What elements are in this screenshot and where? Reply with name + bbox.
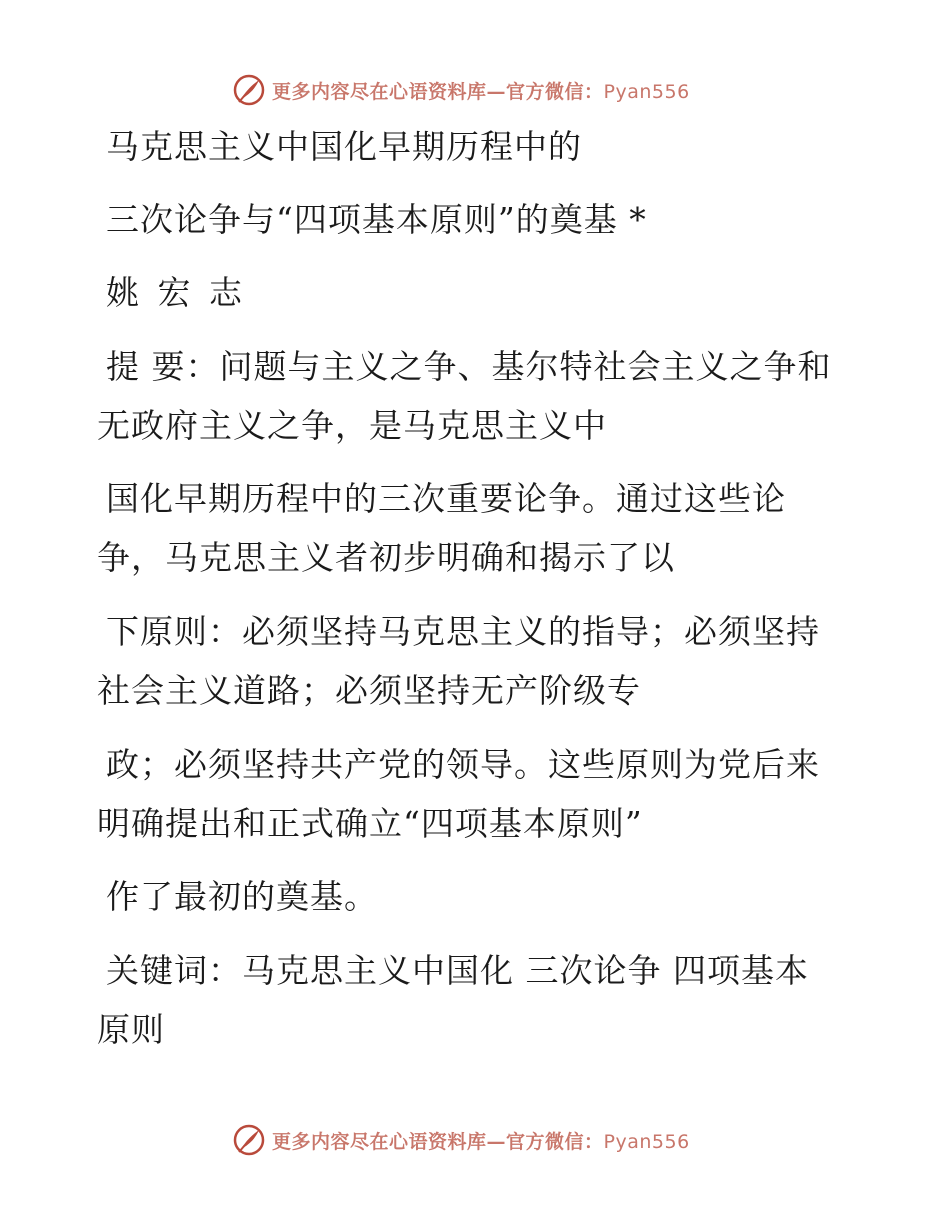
feather-logo-icon [232,73,266,107]
watermark-text [272,77,690,104]
watermark-footer [232,1122,690,1158]
watermark-wechat-id: Pyan556 [603,1130,690,1153]
author-name: 姚 宏 志 [106,273,246,312]
title-line-1: 马克思主义中国化早期历程中的 [106,127,582,166]
abstract-line: 作了最初的奠基。 [106,877,378,916]
watermark-label: 更多内容尽在心语资料库—官方微信： [272,1130,604,1153]
abstract-line: 下原则：必须坚持马克思主义的指导；必须坚持 [106,612,820,651]
abstract-line: 明确提出和正式确立“四项基本原则” [97,804,643,843]
abstract-line: 政；必须坚持共产党的领导。这些原则为党后来 [106,745,820,784]
keywords-line: 原则 [97,1010,165,1049]
abstract-line: 无政府主义之争，是马克思主义中 [97,406,607,445]
abstract-line: 社会主义道路；必须坚持无产阶级专 [97,671,641,710]
abstract-line: 争，马克思主义者初步明确和揭示了以 [97,538,675,577]
watermark-label: 更多内容尽在心语资料库—官方微信： [272,80,604,103]
feather-logo-icon [232,1123,266,1157]
watermark-text [272,1127,690,1154]
watermark-header [232,72,690,108]
abstract-line: 提 要：问题与主义之争、基尔特社会主义之争和 [106,347,832,386]
keywords-line: 关键词：马克思主义中国化 三次论争 四项基本 [106,951,809,990]
abstract-line: 国化早期历程中的三次重要论争。通过这些论 [106,479,786,518]
watermark-wechat-id: Pyan556 [603,80,690,103]
title-line-2: 三次论争与“四项基本原则”的奠基 * [106,200,647,239]
